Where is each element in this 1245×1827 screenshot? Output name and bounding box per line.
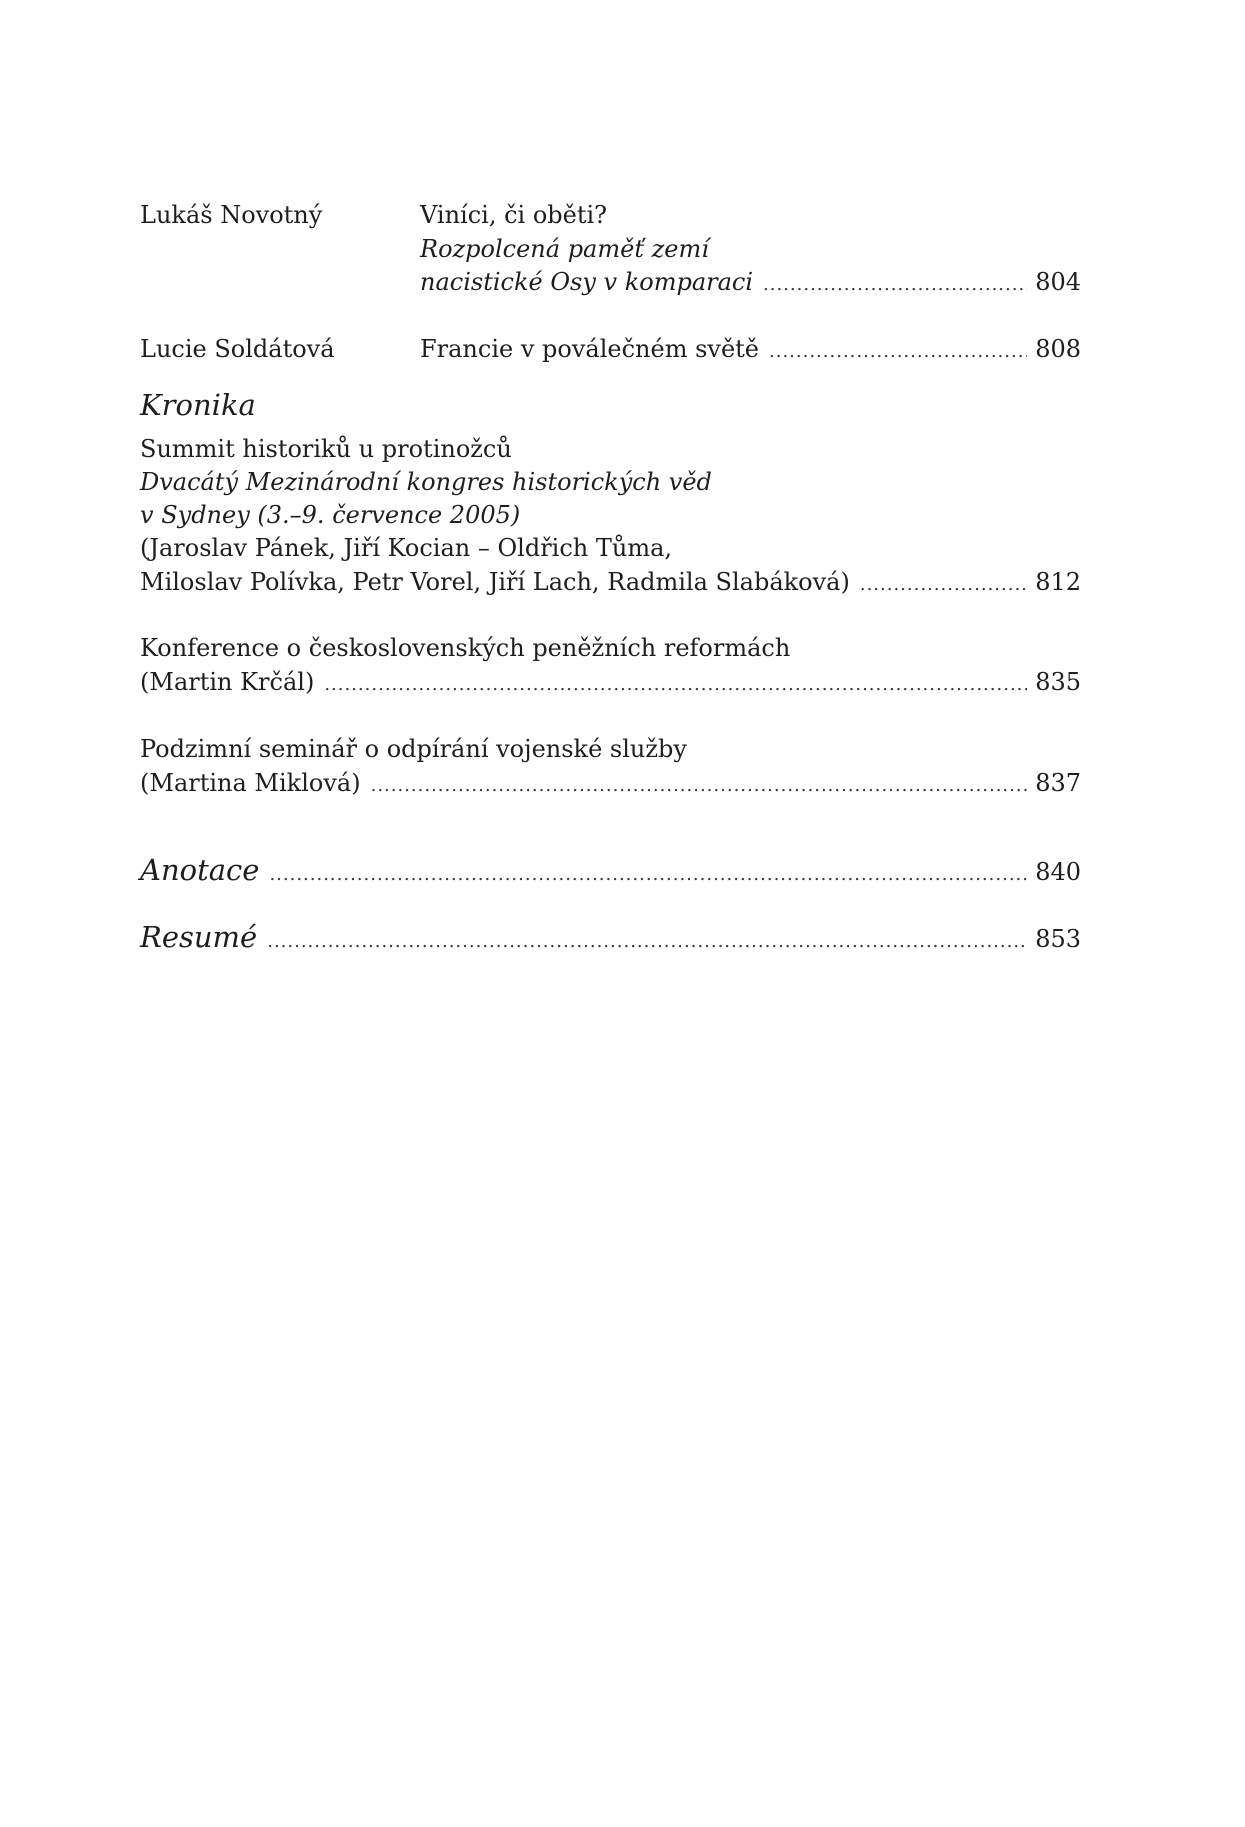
toc-entry-novotny	[420, 266, 1081, 301]
toc-entry-resume	[140, 919, 1081, 960]
page-number: 835	[1035, 668, 1081, 696]
page-number: 840	[1035, 858, 1081, 886]
page-number: 837	[1035, 769, 1081, 797]
title-soldatova: Francie v poválečném světě	[420, 335, 759, 363]
toc-entry-anotace	[140, 852, 1081, 893]
section-heading-resume: Resumé	[140, 920, 258, 954]
page-number: 853	[1035, 925, 1081, 953]
dot-leader	[267, 924, 1027, 960]
dot-leader	[324, 669, 1027, 701]
toc-entry-seminar	[140, 767, 1081, 802]
summit-line4: (Jaroslav Pánek, Jiří Kocian – Oldřich Tůma,	[140, 534, 673, 562]
title-novotny-line2: Rozpolcená paměť zemí	[420, 235, 709, 263]
konference-line1: Konference o československých peněžních reformách	[140, 634, 791, 662]
page-number: 812	[1035, 568, 1081, 596]
section-heading-anotace: Anotace	[140, 853, 260, 887]
dot-leader	[269, 857, 1027, 893]
dot-leader	[763, 269, 1027, 301]
page-number: 808	[1035, 335, 1081, 363]
toc-entry-soldatova	[420, 333, 1081, 368]
toc-entry-konference	[140, 666, 1081, 701]
summit-line5: Miloslav Polívka, Petr Vorel, Jiří Lach, Radmila Slabáková)	[140, 568, 850, 596]
summit-line2: Dvacátý Mezinárodní kongres historických věd	[140, 468, 712, 496]
author-soldatova: Lucie Soldátová	[140, 335, 335, 363]
dot-leader	[860, 569, 1027, 601]
dot-leader	[371, 770, 1028, 802]
title-novotny-line1: Viníci, či oběti?	[420, 201, 608, 229]
section-heading-kronika: Kronika	[140, 388, 256, 422]
summit-line3: v Sydney (3.–9. července 2005)	[140, 501, 521, 529]
seminar-line1: Podzimní seminář o odpírání vojenské služby	[140, 735, 687, 763]
seminar-line2: (Martina Miklová)	[140, 769, 361, 797]
author-novotny: Lukáš Novotný	[140, 201, 323, 229]
konference-line2: (Martin Krčál)	[140, 668, 315, 696]
summit-line1: Summit historiků u protinožců	[140, 435, 512, 463]
page-number: 804	[1035, 268, 1081, 296]
toc-entry-summit	[140, 566, 1081, 601]
title-novotny-line3: nacistické Osy v komparaci	[420, 268, 754, 296]
dot-leader	[769, 336, 1027, 368]
